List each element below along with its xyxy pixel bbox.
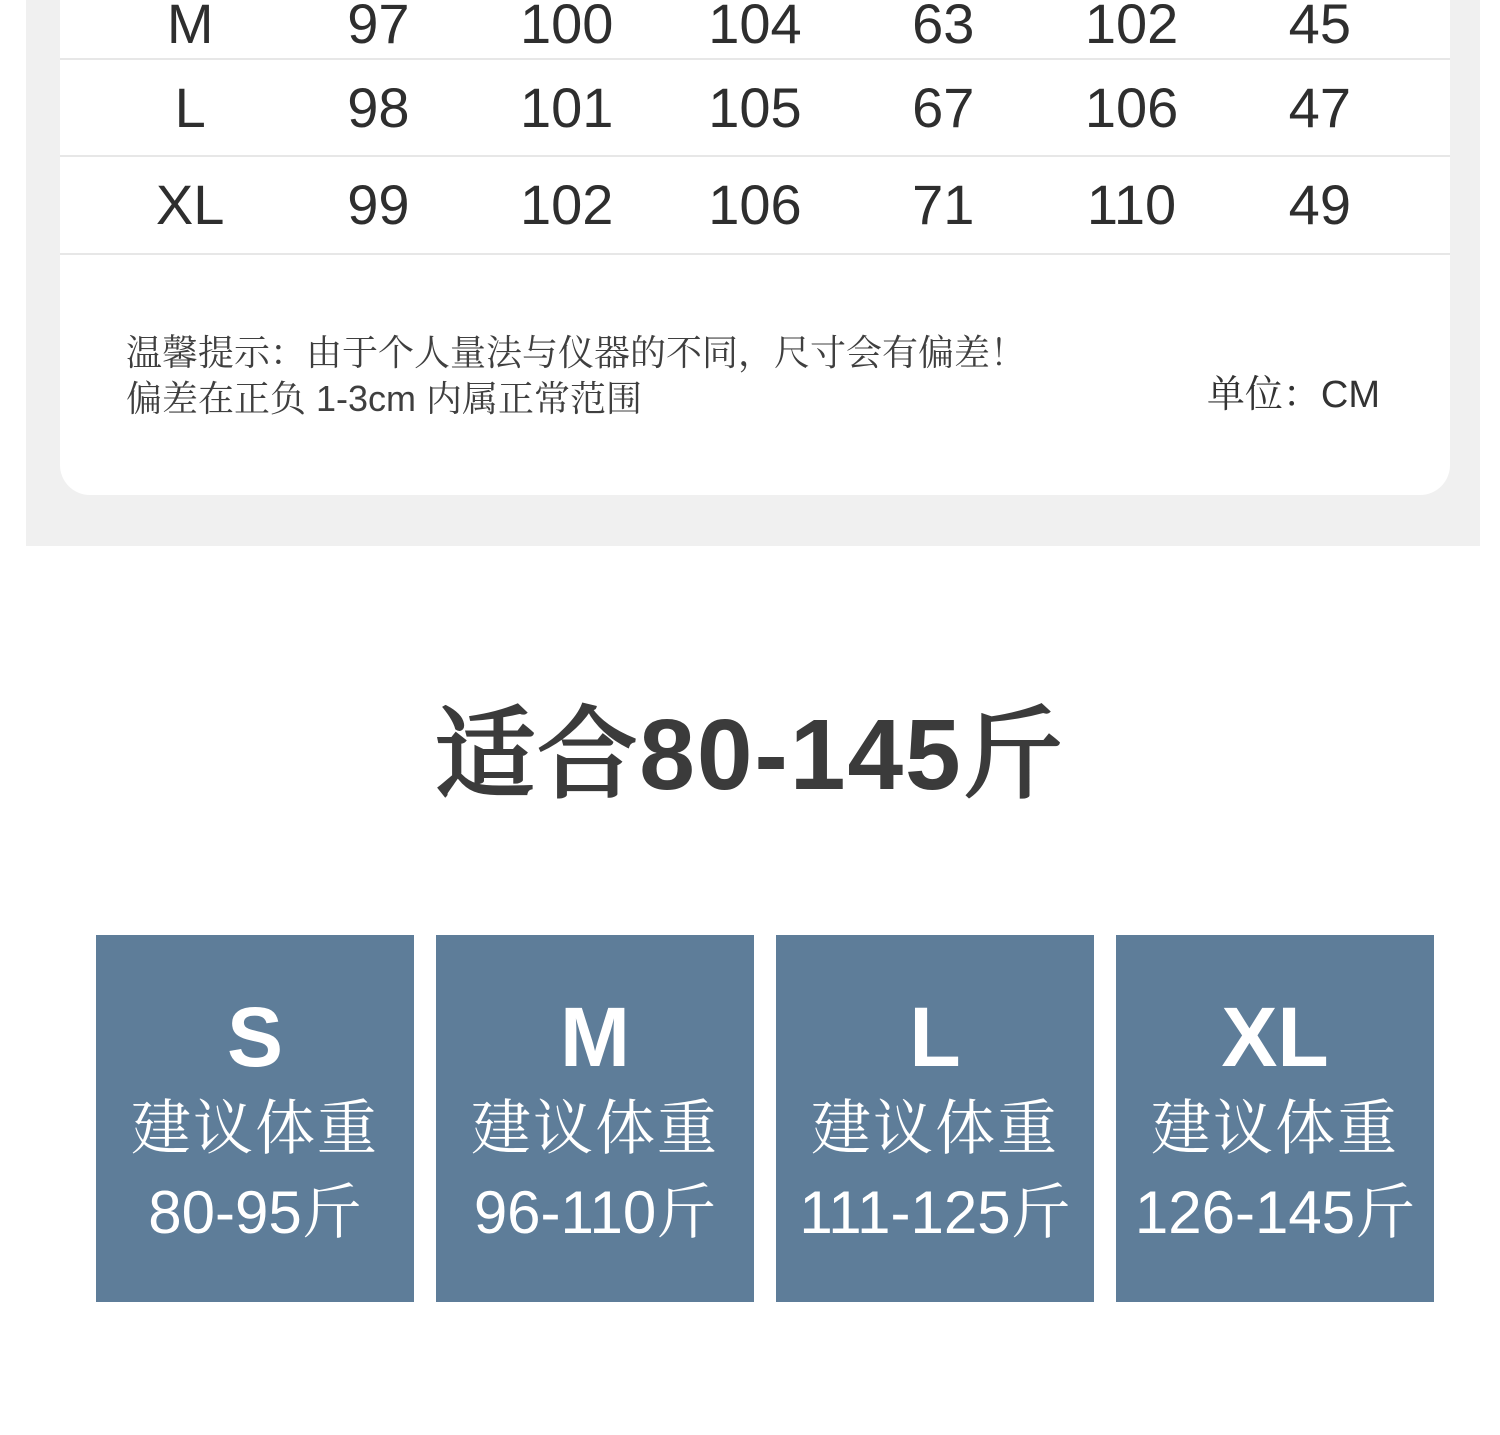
size-card-range: 111-125斤	[799, 1179, 1071, 1246]
table-row-m	[60, 0, 1450, 60]
size-card-range: 96-110斤	[473, 1179, 717, 1246]
size-card-label: 建议体重	[131, 1095, 379, 1162]
size-cell: 99	[347, 173, 410, 236]
size-cell: 67	[912, 75, 975, 139]
tip-line-1: 温馨提示：由于个人量法与仪器的不同，尺寸会有偏差！	[126, 332, 1027, 373]
size-cell: 47	[1288, 75, 1351, 139]
size-cell: 101	[519, 75, 614, 139]
unit-label: 单位：CM	[1206, 374, 1380, 416]
table-row-xl	[60, 157, 1450, 255]
size-cell: 104	[708, 0, 802, 55]
size-cell: 97	[347, 0, 410, 55]
size-cell: 63	[912, 0, 975, 55]
size-cell: 105	[708, 75, 802, 139]
size-row-label: M	[166, 0, 214, 55]
size-letter: M	[560, 990, 630, 1084]
size-chart-card	[60, 0, 1450, 495]
size-cell: 106	[708, 173, 802, 236]
size-card-xl	[1116, 935, 1434, 1302]
size-row-label: XL	[155, 173, 225, 236]
size-cell: 102	[519, 173, 614, 236]
size-cell: 106	[1084, 75, 1179, 139]
size-cell: 110	[1086, 173, 1177, 236]
tip-line-2: 偏差在正负 1-3cm 内属正常范围	[126, 378, 643, 419]
size-cell: 102	[1084, 0, 1179, 55]
size-row-label: L	[174, 75, 206, 139]
size-letter: L	[909, 990, 961, 1084]
size-card-label: 建议体重	[811, 1095, 1059, 1162]
table-row-l	[60, 60, 1450, 157]
size-card-label: 建议体重	[471, 1095, 719, 1162]
size-letter: XL	[1221, 990, 1329, 1084]
size-chart-panel	[26, 0, 1480, 546]
size-letter: S	[226, 990, 284, 1084]
size-card-m	[436, 935, 754, 1302]
fit-weight-title: 适合80-145斤	[435, 699, 1065, 811]
size-cell: 49	[1288, 173, 1351, 236]
size-card-l	[776, 935, 1094, 1302]
size-cell: 71	[912, 173, 975, 236]
size-card-range: 126-145斤	[1134, 1179, 1416, 1246]
size-cell: 100	[519, 0, 614, 55]
size-recommendation-cards	[96, 935, 1434, 1302]
measurement-tips	[126, 330, 1026, 422]
size-card-label: 建议体重	[1151, 1095, 1399, 1162]
size-card-s	[96, 935, 414, 1302]
size-cell: 98	[347, 75, 410, 139]
size-card-range: 80-95斤	[148, 1179, 362, 1246]
size-cell: 45	[1288, 0, 1351, 55]
